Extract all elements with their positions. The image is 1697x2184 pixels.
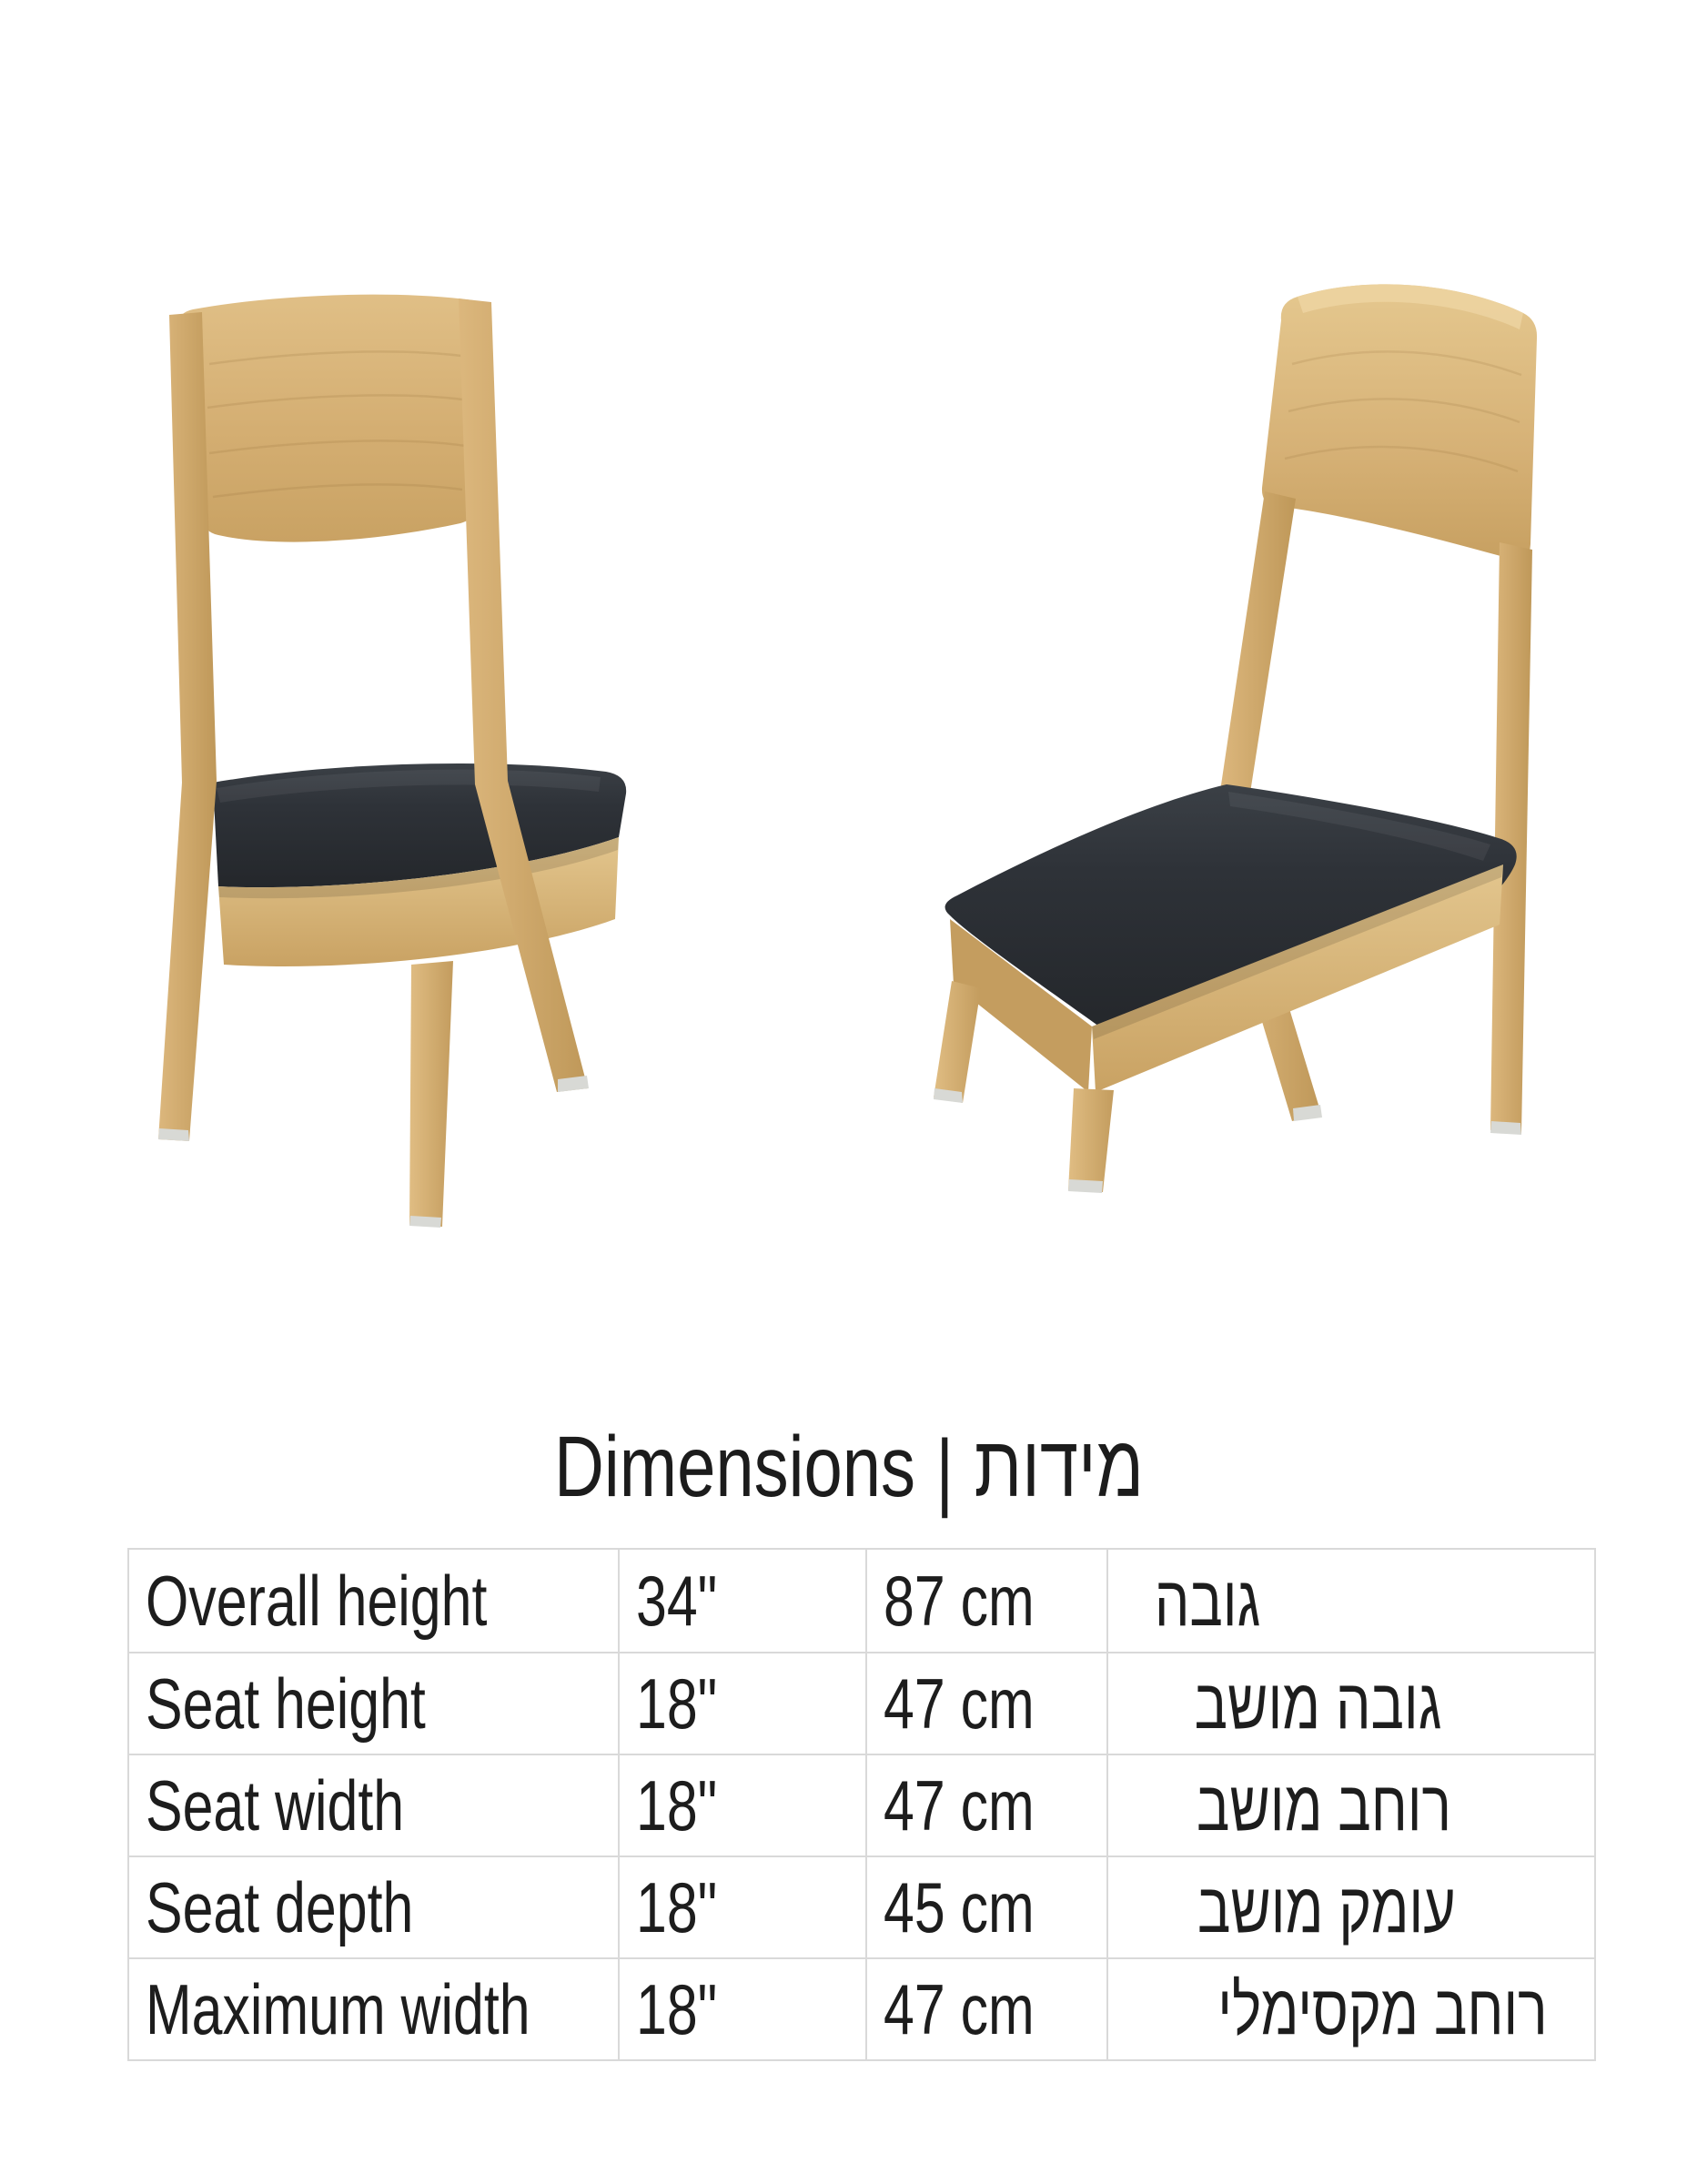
table-row	[129, 1957, 1594, 2059]
dimensions-heading	[0, 1412, 1697, 1522]
chair-back-post	[1219, 491, 1296, 804]
foot-glide	[1068, 1179, 1103, 1193]
table-row	[129, 1652, 1594, 1754]
dimension-inches: 18"	[618, 1653, 865, 1754]
heading-separator: |	[934, 1421, 954, 1519]
dimension-cm: 47 cm	[865, 1959, 1106, 2059]
heading-english: Dimensions	[553, 1418, 915, 1515]
dimension-cm: 87 cm	[865, 1550, 1106, 1652]
dimension-label-en: Overall height	[146, 1561, 488, 1641]
dimension-inches: 18"	[618, 1755, 865, 1855]
dimension-label-he: עומק מושב	[1106, 1857, 1594, 1957]
foot-glide	[158, 1128, 189, 1141]
chair-front-leg	[1068, 1088, 1114, 1192]
table-row	[129, 1754, 1594, 1855]
dimension-inches: 18"	[618, 1959, 865, 2059]
dimension-label-he: גובה מושב	[1106, 1653, 1594, 1754]
backrest-panel	[1262, 284, 1537, 560]
chair-image-front-view	[934, 284, 1537, 1193]
backrest-panel	[178, 295, 487, 542]
table-row	[129, 1855, 1594, 1957]
table-row	[129, 1550, 1594, 1652]
heading-hebrew: מידות	[974, 1418, 1144, 1515]
dimension-label-en: Seat depth	[146, 1867, 414, 1947]
chair-leg	[409, 961, 453, 1227]
dimension-cm: 47 cm	[865, 1755, 1106, 1855]
dimension-label-en: Seat width	[146, 1765, 405, 1845]
dimension-inches: 34"	[618, 1550, 865, 1652]
foot-glide	[409, 1216, 441, 1228]
dimension-cm: 45 cm	[865, 1857, 1106, 1957]
dimension-inches: 18"	[618, 1857, 865, 1957]
dimensions-table	[127, 1548, 1596, 2061]
dimension-label-he: גובה	[1106, 1550, 1594, 1652]
dimension-label-en: Seat height	[146, 1663, 426, 1744]
dimension-label-en: Maximum width	[146, 1969, 530, 2049]
dimension-cm: 47 cm	[865, 1653, 1106, 1754]
chair-image-back-view	[158, 295, 626, 1228]
foot-glide	[1490, 1121, 1521, 1135]
chair-rear-leg	[459, 298, 588, 1092]
dimension-label-he: רוחב מושב	[1106, 1755, 1594, 1855]
chair-front-leg	[934, 981, 981, 1103]
dimension-label-he: רוחב מקסימלי	[1106, 1959, 1594, 2059]
